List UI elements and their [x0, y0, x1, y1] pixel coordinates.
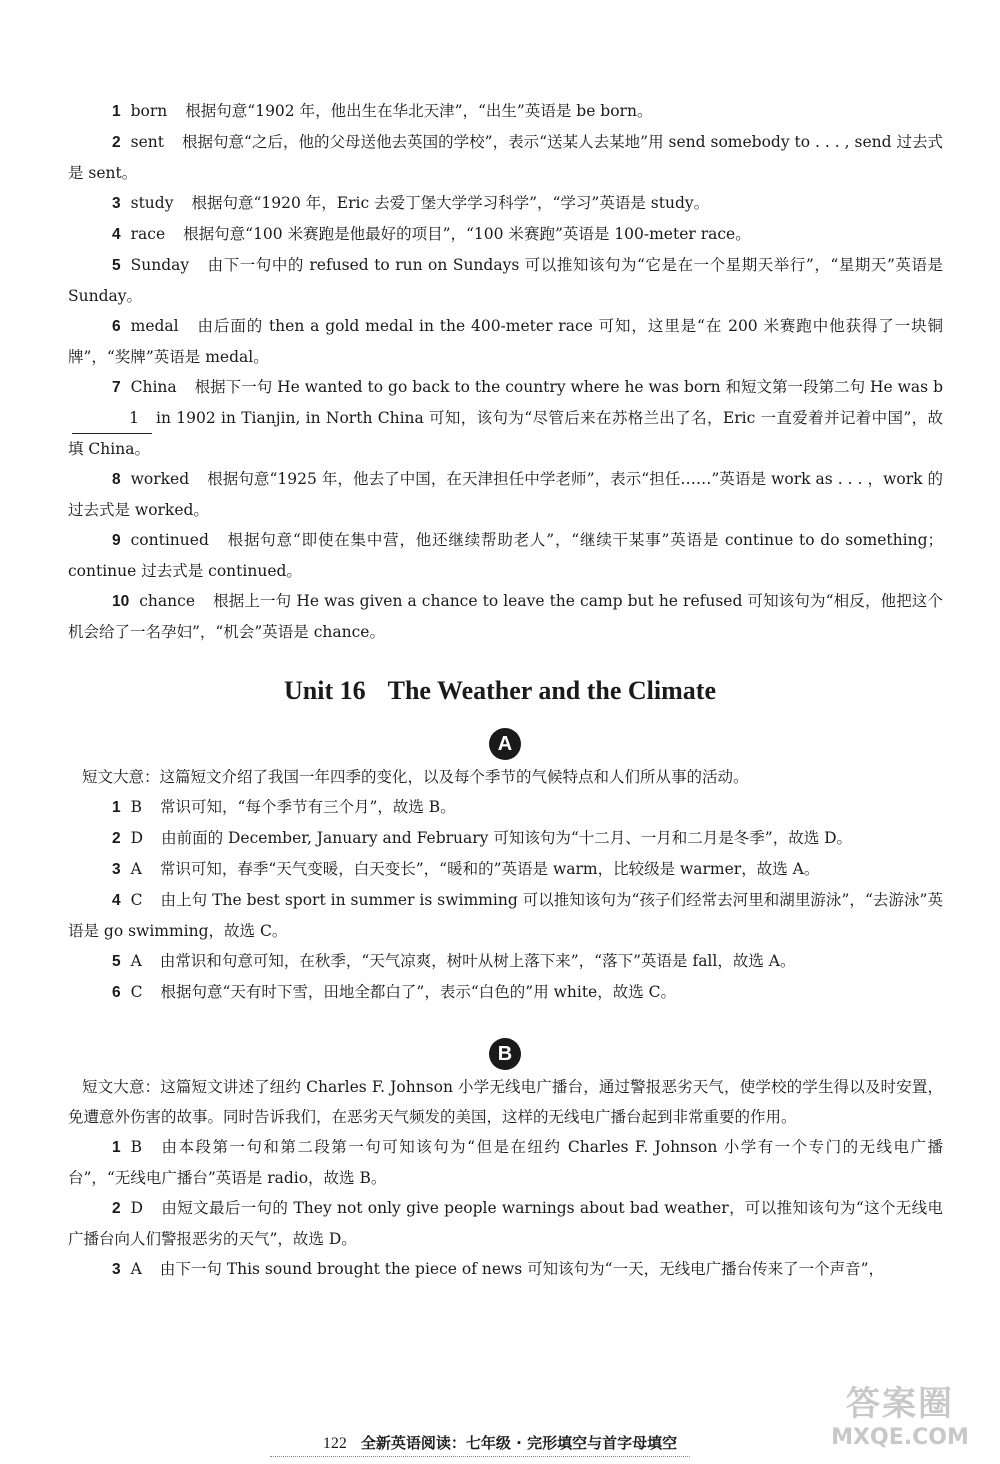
part-b-section: [68, 1072, 943, 1285]
list-item: 3 study 根据句意“1920 年，Eric 去爱丁堡大学学习科学”，“学习”英语是 study。: [112, 194, 710, 212]
part-a-summary: 短文大意：这篇短文介绍了我国一年四季的变化，以及每个季节的气候特点和人们所从事的活动。: [82, 768, 749, 786]
list-item: 1 born 根据句意“1902 年，他出生在华北天津”，“出生”英语是 be born。: [112, 102, 653, 120]
list-item: 1 B 常识可知，“每个季节有三个月”，故选 B。: [112, 798, 456, 816]
list-item: 1 B 由本段第一句和第二段第一句可知该句为“但是在纽约 Charles F. Johnson 小学有一个专门的无线电广播台”，“无线电广播台”英语是 radio，故选 B。: [68, 1138, 943, 1187]
footer-rule: [270, 1456, 690, 1457]
unit-heading: [0, 676, 1000, 706]
list-item: 3 A 常识可知，春季“天气变暖，白天变长”，“暖和的”英语是 warm，比较级是 warmer，故选 A。: [112, 860, 820, 878]
part-b-summary: 短文大意：这篇短文讲述了纽约 Charles F. Johnson 小学无线电广播台，通过警报恶劣天气，使学校的学生得以及时安置，免遭意外伤害的故事。同时告诉我们，在恶劣天气频发的美国，这样的无线电广播台起到非常重要的作用。: [68, 1078, 943, 1126]
list-item: 2 sent 根据句意“之后，他的父母送他去英国的学校”，表示“送某人去某地”用 send somebody to . . . , send 过去式是 sent。: [68, 133, 943, 182]
list-item: 2 D 由短文最后一句的 They not only give people warnings about bad weather，可以推知该句为“这个无线电广播台向人们警报恶劣的天气”，故选 D。: [68, 1199, 943, 1248]
book-title: 全新英语阅读：七年级 · 完形填空与首字母填空: [360, 1434, 678, 1452]
unit-label: Unit 16: [284, 676, 366, 705]
fill-in-blank: 1: [72, 403, 152, 434]
part-a-badge: A: [489, 728, 521, 760]
part-a-section: [68, 762, 943, 1008]
list-item: 7 China 根据下一句 He wanted to go back to the country where he was born 和短文第一段第二句 He was b1 in 1902 in Tianjin, in North China 可知，该句为“尽管后来在苏格兰出了名，Eric 一直爱着并记着中国”，故填 China。: [68, 378, 943, 458]
page-number: 122: [322, 1435, 347, 1452]
list-item: 5 A 由常识和句意可知，在秋季，“天气凉爽，树叶从树上落下来”，“落下”英语是 fall，故选 A。: [112, 952, 796, 970]
watermark-logo: 答案圈 MXQE.COM: [831, 1384, 969, 1450]
list-item: 10 chance 根据上一句 He was given a chance to leave the camp but he refused 可知该句为“相反，他把这个机会给了一名孕妇”，“机会”英语是 chance。: [68, 592, 943, 641]
list-item: 8 worked 根据句意“1925 年，他去了中国，在天津担任中学老师”，表示“担任……”英语是 work as . . . ，work 的过去式是 worked。: [68, 470, 943, 519]
part-b-badge: B: [489, 1038, 521, 1070]
list-item: 4 C 由上句 The best sport in summer is swimming 可以推知该句为“孩子们经常去河里和湖里游泳”，“去游泳”英语是 go swimming，故选 C。: [68, 891, 943, 940]
list-item: 4 race 根据句意“100 米赛跑是他最好的项目”，“100 米赛跑”英语是 100-meter race。: [112, 225, 751, 243]
answer-list-section-1: [68, 96, 943, 647]
list-item: 6 medal 由后面的 then a gold medal in the 400-meter race 可知，这里是“在 200 米赛跑中他获得了一块铜牌”，“奖牌”英语是 medal。: [68, 317, 943, 366]
list-item: 5 Sunday 由下一句中的 refused to run on Sundays 可以推知该句为“它是在一个星期天举行”，“星期天”英语是 Sunday。: [68, 256, 943, 305]
list-item: 2 D 由前面的 December, January and February 可知该句为“十二月、一月和二月是冬季”，故选 D。: [112, 829, 853, 847]
unit-title: The Weather and the Climate: [387, 676, 716, 705]
list-item: 9 continued 根据句意“即使在集中营，他还继续帮助老人”，“继续干某事”英语是 continue to do something；continue 过去式是 continued。: [68, 531, 943, 580]
list-item: 6 C 根据句意“天有时下雪，田地全都白了”，表示“白色的”用 white，故选 C。: [112, 983, 677, 1001]
list-item: 3 A 由下一句 This sound brought the piece of news 可知该句为“一天，无线电广播台传来了一个声音”，: [112, 1260, 885, 1278]
